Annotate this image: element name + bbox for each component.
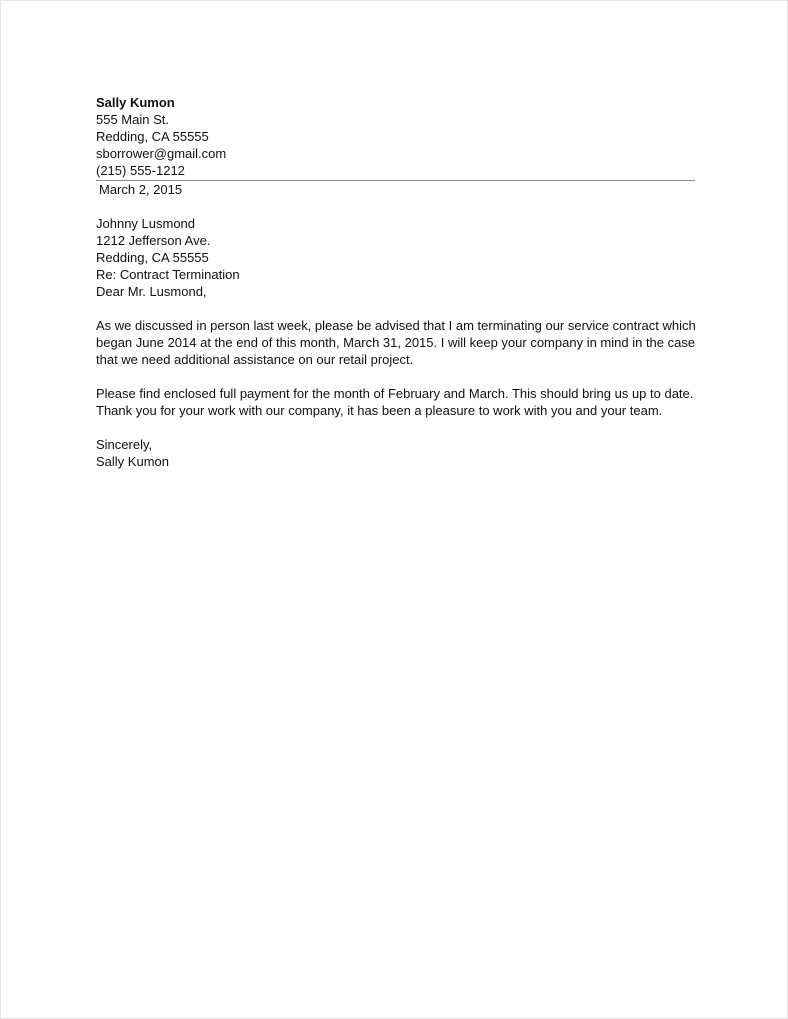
body-paragraph-1 (96, 317, 696, 368)
sender-name: Sally Kumon (96, 95, 175, 110)
paragraph-line: As we discussed in person last week, please be advised that I am terminating our service contract which (96, 318, 696, 333)
paragraph-line: Thank you for your work with our company, it has been a pleasure to work with you and your team. (96, 403, 663, 418)
paragraph-line: began June 2014 at the end of this month, March 31, 2015. I will keep your company in mind in the case (96, 335, 696, 350)
subject-line: Re: Contract Termination (96, 267, 240, 282)
letter-body (96, 94, 696, 470)
sender-street: 555 Main St. (96, 112, 169, 127)
recipient-address-block (96, 215, 696, 266)
sender-address-block (96, 94, 696, 179)
sender-phone: (215) 555-1212 (96, 163, 185, 178)
sender-city-line: Redding, CA 55555 (96, 129, 209, 144)
letter-date: March 2, 2015 (99, 182, 183, 197)
recipient-name: Johnny Lusmond (96, 216, 196, 231)
recipient-city-line: Redding, CA 55555 (96, 250, 209, 265)
salutation: Dear Mr. Lusmond, (96, 284, 207, 299)
paragraph-line: that we need additional assistance on our retail project. (96, 352, 414, 367)
recipient-street: 1212 Jefferson Ave. (96, 233, 211, 248)
sender-email: sborrower@gmail.com (96, 146, 227, 161)
signature-name: Sally Kumon (96, 454, 169, 469)
body-paragraph-2 (96, 385, 696, 419)
closing-block (96, 436, 696, 470)
paragraph-line: Please find enclosed full payment for the month of February and March. This should bring us up to date. (96, 386, 694, 401)
valediction: Sincerely, (96, 437, 153, 452)
